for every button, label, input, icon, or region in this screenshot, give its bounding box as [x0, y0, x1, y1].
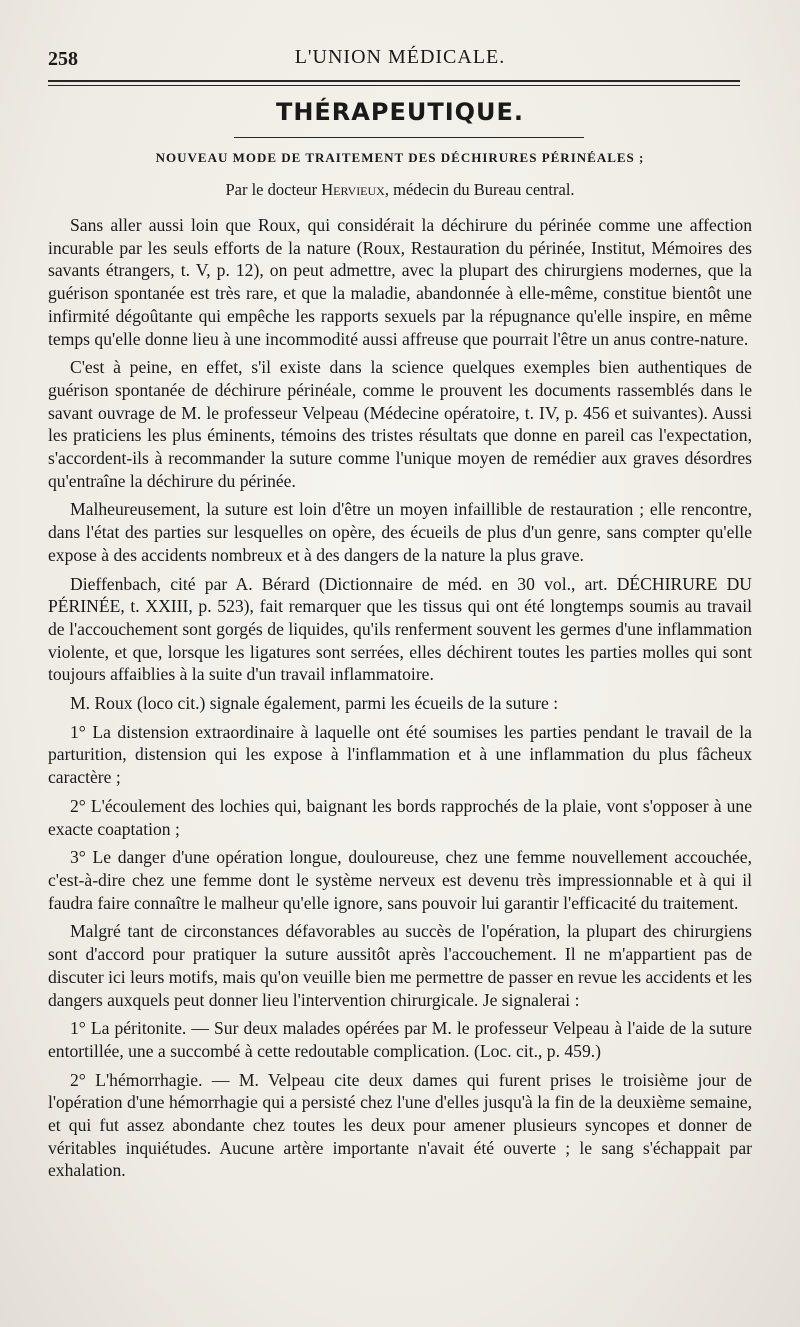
- byline-prefix: Par le docteur: [225, 180, 322, 199]
- byline-author: Hervieux: [321, 180, 385, 199]
- article-body: [48, 214, 752, 1188]
- paragraph: 3° Le danger d'une opération longue, douloureuse, chez une femme nouvellement accouchée, c'est-à-dire chez une femme dont le système nerveux est devenu très impressionnable et à qui il faudra faire connaître le malheur qu'elle ignore, sans pouvoir lui garantir l'efficacité du traitement.: [48, 847, 752, 913]
- section-title: THÉRAPEUTIQUE.: [275, 98, 525, 126]
- page-number: 258: [48, 48, 78, 70]
- paragraph: Malheureusement, la suture est loin d'être un moyen infaillible de restauration ; elle rencontre, dans l'état des parties sur lesquelles on opère, des écueils de plus d'un genre, sans compter qu'elle expose à des accidents nombreux et à des dangers de la nature la plus grave.: [48, 499, 752, 565]
- paragraph: 2° L'hémorrhagie. — M. Velpeau cite deux dames qui furent prises le troisième jour de l'opération d'une hémorrhagie qui a persisté chez l'une d'elles jusqu'à la fin de la deuxième semaine, et qui fut assez abondante chez toutes les deux pour amener plusieurs syncopes et donner de véritables inquiétudes. Aucune artère importante n'avait été ouverte ; le sang s'échappait par exhalation.: [48, 1069, 752, 1181]
- page-header: [48, 44, 752, 74]
- article-title: NOUVEAU MODE DE TRAITEMENT DES DÉCHIRURES PÉRINÉALES ;: [155, 150, 645, 165]
- paragraph: Sans aller aussi loin que Roux, qui considérait la déchirure du périnée comme une affection incurable par les seuls efforts de la nature (Roux, Restauration du périnée, Institut, Mémoires des savants étrangers, t. V, p. 12), on peut admettre, avec la plupart des chirurgiens modernes, que la guérison spontanée est très rare, et que la maladie, abandonnée à elle-même, constitue bientôt une infirmité dégoûtante qui empêche les rapports sexuels par la répugnance qu'elle inspire, en même temps qu'elle donne lieu à une incommodité aussi affreuse que pourrait l'être un anus contre-nature.: [48, 215, 752, 349]
- paragraph: C'est à peine, en effet, s'il existe dans la science quelques exemples bien authentiques de guérison spontanée de déchirure périnéale, comme le prouvent les documents rassemblés dans le savant ouvrage de M. le professeur Velpeau (Médecine opératoire, t. IV, p. 456 et suivantes). Aussi les praticiens les plus éminents, témoins des tristes résultats que donne en pareil cas l'expectation, s'accordent-ils à recommander la suture comme l'unique moyen de remédier aux graves désordres qu'entraîne la déchirure du périnée.: [48, 357, 752, 491]
- paragraph: 1° La péritonite. — Sur deux malades opérées par M. le professeur Velpeau à l'aide de la suture entortillée, une a succombé à cette redoutable complication. (Loc. cit., p. 459.): [48, 1018, 752, 1061]
- section-rule: [234, 137, 584, 138]
- running-title: L'UNION MÉDICALE.: [294, 46, 506, 68]
- header-rule: [48, 80, 740, 82]
- paragraph: 2° L'écoulement des lochies qui, baignant les bords rapprochés de la plaie, vont s'opposer à une exacte coaptation ;: [48, 795, 752, 839]
- paragraph: 1° La distension extraordinaire à laquelle ont été soumises les parties pendant le travail de la parturition, distension qui les expose à l'inflammation et à une inflammation du plus fâcheux caractère ;: [48, 721, 752, 788]
- header-rule-thin: [48, 85, 740, 86]
- paragraph: Dieffenbach, cité par A. Bérard (Dictionnaire de méd. en 30 vol., art. DÉCHIRURE DU PÉRINÉE, t. XXIII, p. 523), fait remarquer que les tissus qui ont été longtemps soumis au travail de l'accouchement sont gorgés de liquides, qu'ils renferment souvent les germes d'une inflammation violente, et que, lorsque les ligatures sont serrées, elles déchirent toutes les parties molles qui sont toujours affaiblies à la suite d'un travail inflammatoire.: [48, 573, 752, 685]
- paragraph: M. Roux (loco cit.) signale également, parmi les écueils de la suture :: [70, 693, 559, 714]
- paragraph: Malgré tant de circonstances défavorables au succès de l'opération, la plupart des chirurgiens sont d'accord pour pratiquer la suture aussitôt après l'accouchement. Il ne m'appartient pas de discuter ici leurs motifs, mais qu'on veuille bien me permettre de passer en revue les accidents et les dangers auxquels peut donner lieu l'intervention chirurgicale. Je signalerai :: [48, 921, 752, 1010]
- byline-suffix: , médecin du Bureau central.: [384, 180, 575, 199]
- byline: [40, 180, 760, 200]
